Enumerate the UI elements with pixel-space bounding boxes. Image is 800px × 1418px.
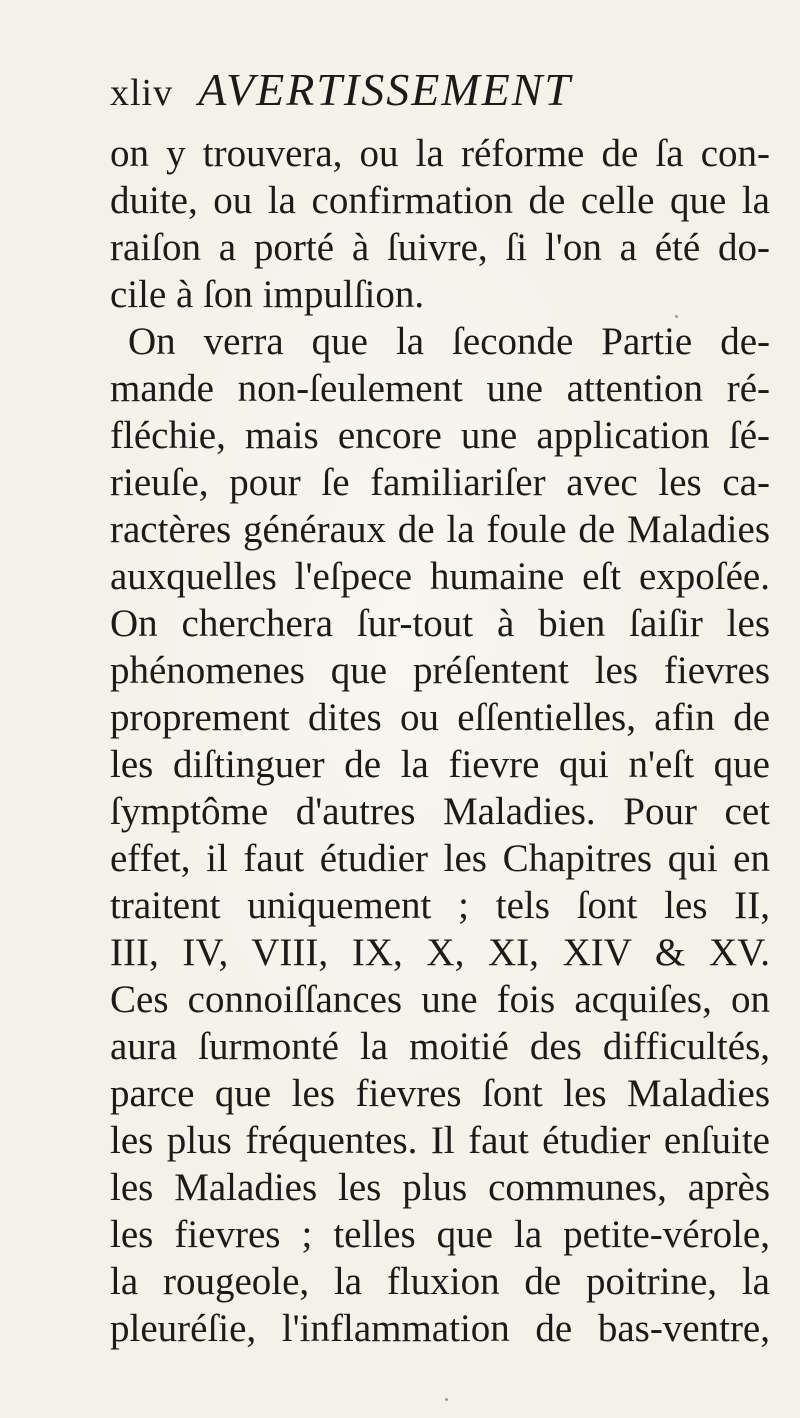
text-line: proprement dites ou eſſentielles, afin de — [110, 696, 770, 739]
text-line: on y trouvera, ou la réforme de ſa con- — [110, 132, 770, 175]
text-line: fléchie, mais encore une application ſé- — [110, 414, 770, 457]
text-line: III, IV, VIII, IX, X, XI, XIV & XV. — [110, 931, 770, 974]
text-line: les fievres ; telles que la petite-vérole, — [110, 1213, 770, 1256]
text-line: parce que les fievres ſont les Maladies — [110, 1072, 770, 1115]
text-line: cile à ſon impulſion. — [110, 273, 425, 316]
text-line: raiſon a porté à ſuivre, ſi l'on a été do- — [110, 226, 770, 269]
text-line: Ces connoiſſances une fois acquiſes, on — [110, 978, 770, 1021]
text-line: rieuſe, pour ſe familiariſer avec les ca- — [110, 461, 770, 504]
text-line: aura ſurmonté la moitié des difficultés, — [110, 1025, 770, 1068]
text-line: On verra que la ſeconde Partie de- — [128, 320, 770, 363]
text-line: les diſtinguer de la fievre qui n'eſt que — [110, 743, 770, 786]
text-line: ſymptôme d'autres Maladies. Pour cet — [110, 790, 770, 833]
text-line: mande non-ſeulement une attention ré- — [110, 367, 770, 410]
running-head — [110, 60, 710, 120]
text-line: effet, il faut étudier les Chapitres qui en — [110, 837, 770, 880]
paper-speck — [445, 1398, 448, 1401]
text-line: auxquelles l'eſpece humaine eſt expoſée. — [110, 555, 770, 598]
text-line: ractères généraux de la foule de Maladies — [110, 508, 770, 551]
running-title: AVERTISSEMENT — [198, 64, 573, 115]
text-line: les plus fréquentes. Il faut étudier enſuite — [110, 1119, 770, 1162]
text-line: les Maladies les plus communes, après — [110, 1166, 770, 1209]
text-line: traitent uniquement ; tels ſont les II, — [110, 884, 770, 927]
text-line: phénomenes que préſentent les fievres — [110, 649, 770, 692]
text-line: pleuréſie, l'inflammation de bas-ventre, — [110, 1307, 770, 1350]
page-number: xliv — [110, 72, 174, 114]
paper-speck — [675, 315, 678, 318]
text-line: On cherchera ſur-tout à bien ſaiſir les — [110, 602, 770, 645]
text-line: la rougeole, la fluxion de poitrine, la — [110, 1260, 770, 1303]
body-text — [110, 130, 770, 1352]
text-line: duite, ou la confirmation de celle que la — [110, 179, 770, 222]
